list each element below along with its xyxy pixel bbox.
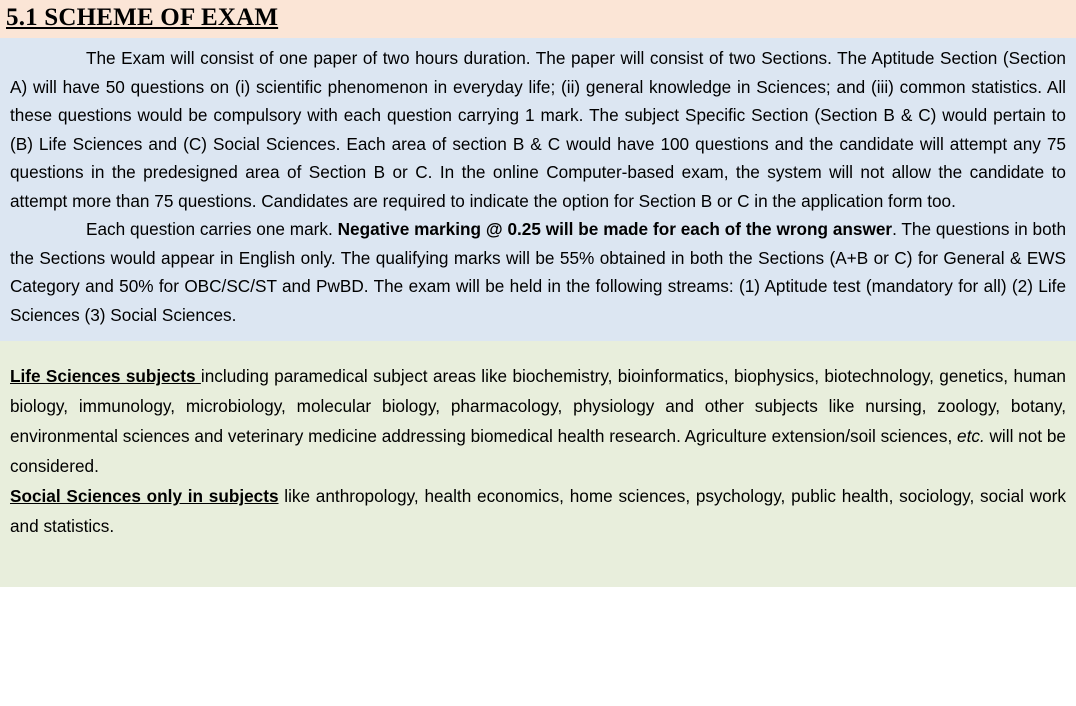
section-heading-band [0,0,1076,38]
paragraph-exam-structure [10,44,1066,215]
green-section-spacer [10,351,1066,361]
page-title: 5.1 SCHEME OF EXAM [6,4,279,31]
life-sciences-text-1: including paramedical subject areas like biochemistry, bioinformatics, biophysics, biotechnology, genetics, human biology, immunology, microbiology, molecular biology, pharmacology, physiology and other subjects like nursing, zoology, botany, environmental sciences and veterinary medicine addressing biomedical health research. Agriculture extension/soil sciences, [10,366,1066,446]
social-sciences-label: Social Sciences only in subjects [10,486,279,506]
negative-marking-highlight: Negative marking @ 0.25 will be made for each of the wrong answer [337,219,893,239]
exam-scheme-blue-section [0,38,1076,341]
qualifying-marks-text: . The questions in both the Sections would appear in English only. The qualifying marks will be 55% obtained in both the Sections (A+B or C) for General & EWS Category and 50% for OBC/SC/ST and PwBD. The exam will be held in the following streams: (1) Aptitude test (mandatory for all) (2) Life Sciences (3) Social Sciences. [10,219,1066,325]
social-sciences-text: like anthropology, health economics, home sciences, psychology, public health, sociology, social work and statistics. [10,486,1066,536]
life-sciences-label: Life Sciences subjects [10,366,201,386]
paragraph-social-sciences [10,481,1066,541]
subjects-green-section [0,341,1076,587]
life-sciences-text-2: will not be considered. [10,426,1066,476]
paragraph-marking-scheme [10,215,1066,329]
life-sciences-etc: etc. [957,426,985,446]
paragraph-life-sciences [10,361,1066,481]
paragraph-exam-structure-text: The Exam will consist of one paper of two hours duration. The paper will consist of two Sections. The Aptitude Section (Section A) will have 50 questions on (i) scientific phenomenon in everyday life; (ii) general knowledge in Sciences; and (iii) common statistics. All these questions would be compulsory with each question carrying 1 mark. The subject Specific Section (Section B & C) would pertain to (B) Life Sciences and (C) Social Sciences. Each area of section B & C would have 100 questions and the candidate will attempt any 75 questions in the predesigned area of Section B or C. In the online Computer-based exam, the system will not allow the candidate to attempt more than 75 questions. Candidates are required to indicate the option for Section B or C in the application form too. [10,48,1066,211]
marking-intro-text: Each question carries one mark. [86,219,338,239]
